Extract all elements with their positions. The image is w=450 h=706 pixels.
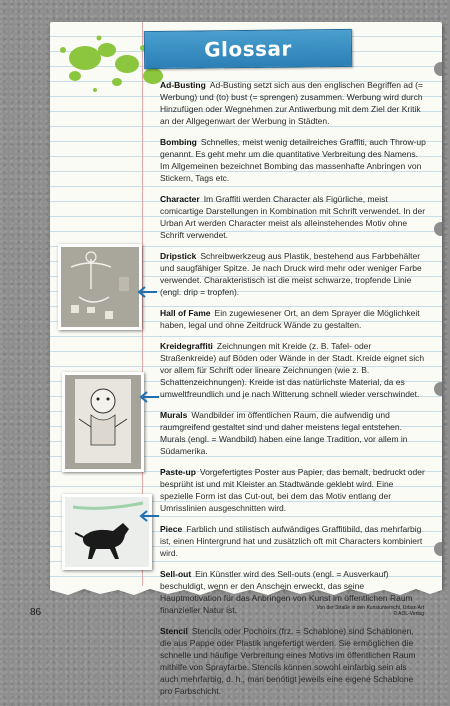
glossary-term: Piece	[160, 524, 183, 534]
photo-paste-up	[62, 372, 144, 472]
arrow-left-icon	[138, 510, 160, 522]
glossary-term: Paste-up	[160, 467, 196, 477]
glossary-entry	[160, 250, 426, 298]
binder-hole	[434, 542, 442, 556]
binder-hole	[434, 62, 442, 76]
photo-kreidegraffiti	[58, 244, 142, 330]
glossary-term: Ad-Busting	[160, 80, 206, 90]
page-number: 86	[30, 607, 42, 618]
glossary-entry	[160, 523, 426, 559]
glossary-definition: Stencils oder Pochoirs (frz. = Schablone) sind Schablonen, die aus Pappe oder Plastik angefertigt werden. Sie ermöglichen die schnelle und häufige Verbreitung eines Motivs im öffentlichen Raum mithilfe von Sprayfarbe. Stencils können sowohl einfarbig sein als auch mehrfarbig, d. h., man benötigt jeweils eine eigene Schablone pro Farbschicht.	[160, 626, 416, 696]
paste-up-image	[65, 375, 141, 469]
glossary-term: Stencil	[160, 626, 188, 636]
glossary-definition: Wandbilder im öffentlichen Raum, die aufwendig und raumgreifend gestaltet sind und daher meistens legal entstehen. Murals (engl. = Wandbild) haben eine lange Tradition, vor allem in Südamerika.	[160, 410, 408, 456]
footer-credit	[316, 605, 424, 617]
glossary-definition: Schnelles, meist wenig detailreiches Graffiti, auch Throw-up genannt. Es geht mehr um die quantitative Verbreitung des Namens. Im Allgemeinen bezeichnet Bombing das massenhafte Anbringen von Stickern, Tags etc.	[160, 137, 426, 183]
arrow-left-icon	[136, 286, 158, 298]
chalk-drawing-image	[61, 247, 139, 327]
glossary-entry	[160, 136, 426, 184]
glossary-entry	[160, 193, 426, 241]
glossary-definition: Ad-Busting setzt sich aus den englischen Begriffen ad (= Werbung) und (to) bust (= sprengen) zusammen. Werbung wird durch Hinzufügen oder Wegnehmen zur Antiwerbung mit dem Ziel der Kritik an der Allgegenwart der Werbung in Städten.	[160, 80, 423, 126]
footer-copyright: © AOL-Verlag	[393, 611, 424, 617]
glossary-definition: Ein zugewiesener Ort, an dem Sprayer die Möglichkeit haben, legal und ohne Zeitdruck Wände zu gestalten.	[160, 308, 420, 330]
glossary-term: Sell-out	[160, 569, 192, 579]
page-title-banner	[144, 29, 352, 69]
glossary-definition: Im Graffiti werden Character als Figürliche, meist comicartige Darstellungen in Kombination mit Schrift verwendet. In der Urban Art werden Character meist als alleinstehendes Motiv ohne Schrift verwendet.	[160, 194, 426, 240]
glossary-definition: Ein Künstler wird des Sell-outs (engl. = Ausverkauf) beschuldigt, wenn er den Anschein erweckt, das seine Hauptmotivation für das Anbringen von Kunst im öffentlichen Raum finanzieller Natur ist.	[160, 569, 413, 615]
glossary-entry	[160, 307, 426, 331]
glossary-term: Kreidegraffiti	[160, 341, 213, 351]
glossary-term: Hall of Fame	[160, 308, 211, 318]
glossary-definition: Vorgefertigtes Poster aus Papier, das bemalt, bedruckt oder besprüht ist und mit Kleister an Stadtwände geklebt wird. Eine spezielle Form ist das Cut-out, bei dem das Motiv entlang der Umrisslinien ausgeschnitten wird.	[160, 467, 425, 513]
binder-hole	[434, 222, 442, 236]
glossary-definition: Schreibwerkzeug aus Plastik, bestehend aus Farbbehälter und saugfähiger Spitze. Je nach Druck wird mehr oder weniger Farbe verwendet. Charakteristisch ist die meist schwarze, tropfende Linie (engl. drip = tropfen).	[160, 251, 422, 297]
page-title: Glossar	[204, 36, 292, 62]
photo-stencil	[62, 494, 152, 570]
footer-source: Von der Straße in den Kunstunterricht, Urban Art	[316, 605, 424, 611]
glossary-term: Dripstick	[160, 251, 197, 261]
glossary-entry	[160, 625, 426, 697]
glossary-definition: Farblich und stilistisch aufwändiges Graffitibild, das mehrfarbig ist, einen Hintergrund hat und zusätzlich oft mit Characters kombiniert wird.	[160, 524, 423, 558]
glossary-entry	[160, 79, 426, 127]
arrow-left-icon	[138, 391, 160, 403]
binder-hole	[434, 382, 442, 396]
stencil-dog-image	[65, 497, 149, 567]
glossary-term: Murals	[160, 410, 188, 420]
glossary-definition: Zeichnungen mit Kreide (z. B. Tafel- oder Straßenkreide) auf Böden oder Wände in der Stadt. Kreide eignet sich vor allem für Schrift oder lineare Zeichnungen (wie z. B. Schattenzeichnungen). Kreide ist das natürlichste Material, da es umweltfreundlich und je nach Witterung schnell wieder verschwindet.	[160, 341, 425, 399]
glossary-term: Bombing	[160, 137, 197, 147]
glossary-entry	[160, 340, 426, 400]
glossary-entry	[160, 409, 426, 457]
glossary-entry	[160, 466, 426, 514]
glossary-term: Character	[160, 194, 200, 204]
